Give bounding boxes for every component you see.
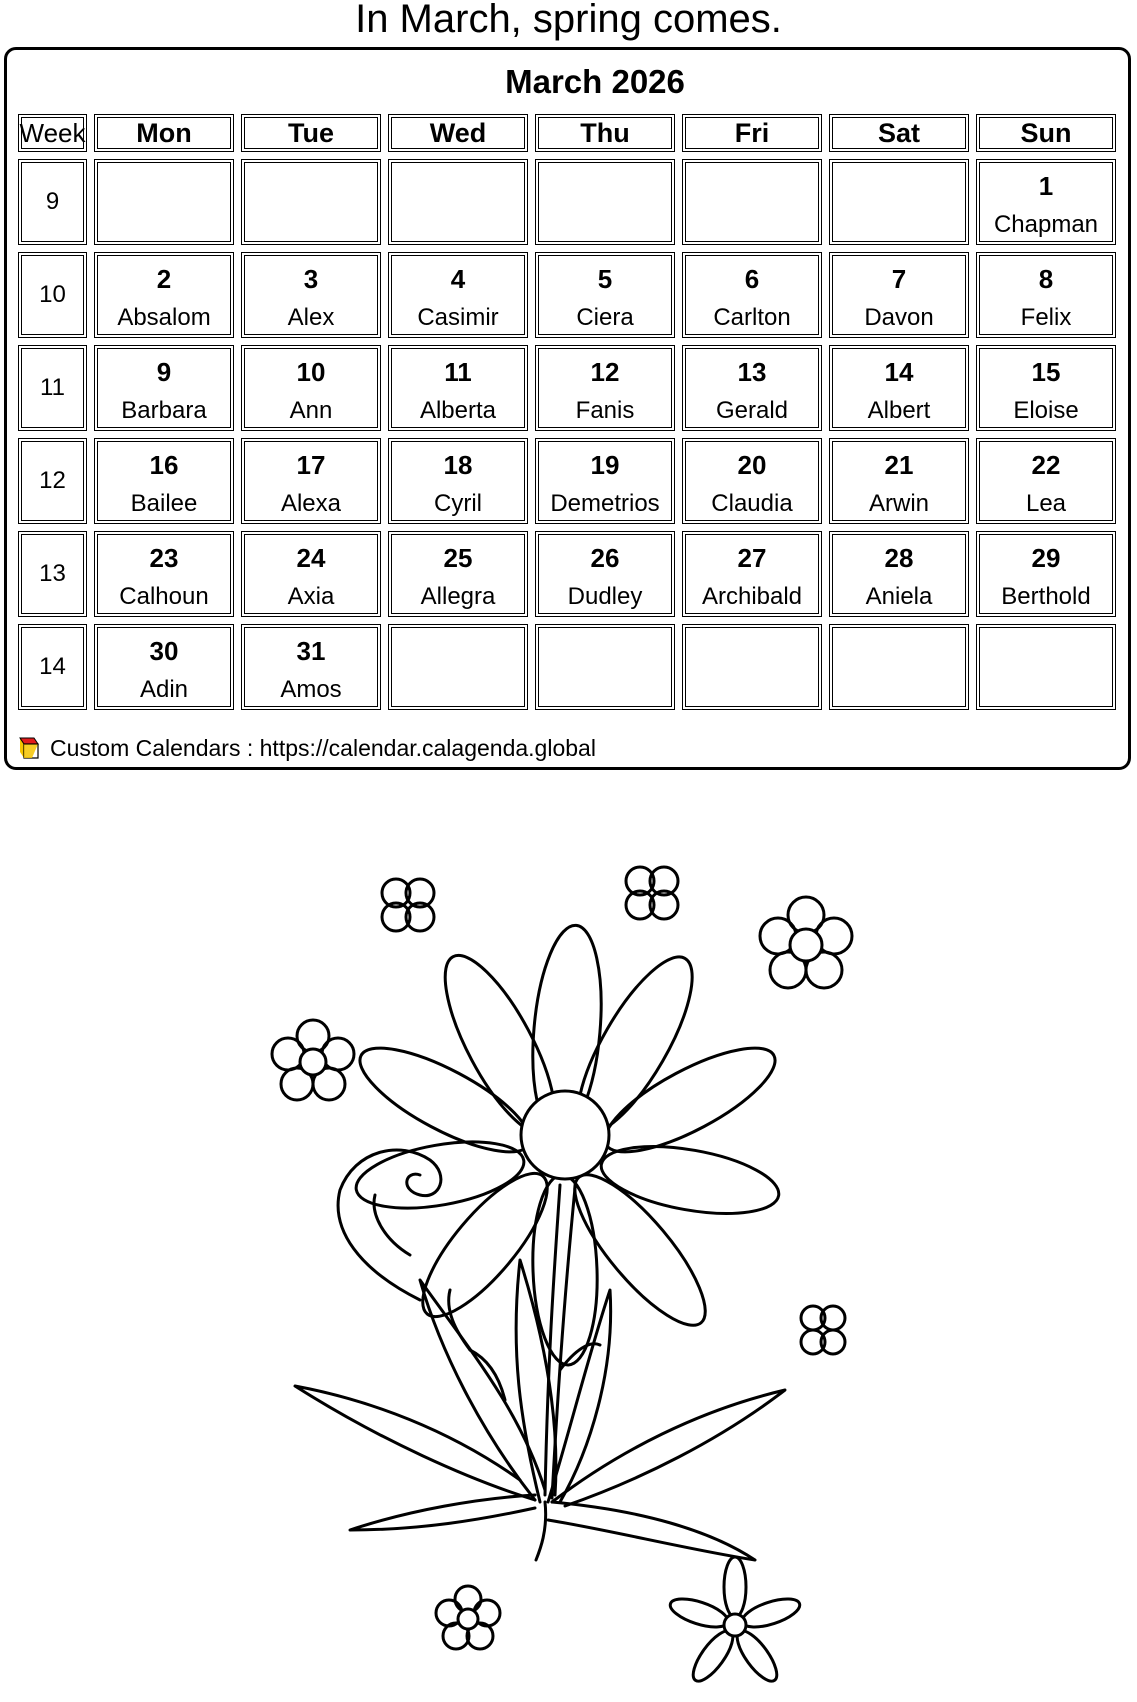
name-day: Ciera [576, 304, 634, 331]
day-cell-sun [976, 438, 1116, 524]
week-number: 9 [45, 188, 60, 215]
day-cell-sat [829, 438, 969, 524]
day-number: 30 [149, 636, 179, 666]
day-number: 6 [744, 264, 760, 294]
day-number: 9 [156, 357, 172, 387]
day-number: 31 [296, 636, 326, 666]
week-row [18, 438, 1120, 524]
day-number: 5 [597, 264, 613, 294]
day-cell-sat [829, 252, 969, 338]
day-cell-sun [976, 531, 1116, 617]
big-flower-drawing [347, 923, 788, 1367]
day-number: 13 [737, 357, 767, 387]
day-cell-fri [682, 531, 822, 617]
week-number-cell [18, 624, 87, 710]
week-number: 12 [39, 467, 66, 494]
spring-flower-coloring-drawing [0, 790, 1137, 1702]
day-cell-tue [241, 438, 381, 524]
day-number: 24 [296, 543, 326, 573]
empty-day-cell [535, 159, 675, 245]
name-day: Archibald [701, 583, 803, 610]
day-cell-sun [976, 159, 1116, 245]
day-cell-mon [94, 624, 234, 710]
calendar-grid [18, 114, 1120, 717]
name-day: Allegra [420, 583, 496, 610]
leaves-drawing [295, 1260, 785, 1560]
day-number: 18 [443, 450, 473, 480]
day-cell-thu [535, 531, 675, 617]
week-number-cell [18, 345, 87, 431]
week-number: 14 [39, 653, 66, 680]
empty-day-cell [388, 159, 528, 245]
day-cell-tue [241, 624, 381, 710]
weekday-header-sat: Sat [829, 114, 969, 152]
week-row [18, 531, 1120, 617]
empty-day-cell [535, 624, 675, 710]
day-cell-fri [682, 345, 822, 431]
name-day: Fanis [575, 397, 635, 424]
day-cell-tue [241, 252, 381, 338]
name-day: Axia [287, 583, 335, 610]
name-day: Felix [1020, 304, 1072, 331]
week-row [18, 345, 1120, 431]
name-day: Adin [139, 676, 189, 703]
day-number: 10 [296, 357, 326, 387]
day-cell-sat [829, 345, 969, 431]
day-number: 19 [590, 450, 620, 480]
day-number: 20 [737, 450, 767, 480]
day-cell-thu [535, 438, 675, 524]
day-cell-sun [976, 345, 1116, 431]
day-cell-tue [241, 531, 381, 617]
calendar-logo-icon [18, 736, 40, 760]
weekday-header-fri: Fri [682, 114, 822, 152]
week-number: 10 [39, 281, 66, 308]
week-rows [18, 159, 1120, 710]
day-cell-mon [94, 252, 234, 338]
empty-day-cell [388, 624, 528, 710]
name-day: Claudia [711, 490, 793, 517]
stem-drawing [545, 1185, 560, 1495]
week-row [18, 252, 1120, 338]
day-number: 27 [737, 543, 767, 573]
weekday-header-thu: Thu [535, 114, 675, 152]
name-day: Absalom [117, 304, 211, 331]
day-cell-fri [682, 438, 822, 524]
week-row [18, 624, 1120, 710]
name-day: Alex [287, 304, 335, 331]
name-day: Casimir [417, 304, 499, 331]
day-number: 1 [1038, 171, 1054, 201]
day-number: 16 [149, 450, 179, 480]
name-day: Carlton [713, 304, 791, 331]
day-number: 2 [156, 264, 172, 294]
weekday-header-mon: Mon [94, 114, 234, 152]
day-cell-wed [388, 252, 528, 338]
name-day: Arwin [868, 490, 929, 517]
week-number-cell [18, 252, 87, 338]
day-number: 14 [884, 357, 914, 387]
name-day: Calhoun [119, 583, 209, 610]
empty-day-cell [829, 159, 969, 245]
day-cell-mon [94, 345, 234, 431]
day-cell-thu [535, 252, 675, 338]
name-day: Alexa [280, 490, 342, 517]
day-number: 7 [891, 264, 907, 294]
day-number: 21 [884, 450, 914, 480]
day-number: 11 [444, 357, 472, 387]
name-day: Ann [289, 397, 333, 424]
empty-day-cell [682, 159, 822, 245]
day-number: 12 [590, 357, 620, 387]
weekday-header-row [18, 114, 1120, 152]
day-number: 26 [590, 543, 620, 573]
curl-leaf-drawing [338, 1150, 441, 1300]
empty-day-cell [976, 624, 1116, 710]
name-day: Albert [867, 397, 931, 424]
day-cell-wed [388, 438, 528, 524]
name-day: Cyril [434, 490, 482, 517]
empty-day-cell [829, 624, 969, 710]
day-cell-tue [241, 345, 381, 431]
day-number: 22 [1031, 450, 1061, 480]
name-day: Alberta [419, 397, 497, 424]
day-number: 17 [296, 450, 326, 480]
name-day: Demetrios [550, 490, 660, 517]
day-cell-wed [388, 531, 528, 617]
day-number: 3 [303, 264, 319, 294]
day-number: 15 [1031, 357, 1061, 387]
calendar-title: March 2026 [505, 63, 685, 100]
day-number: 28 [884, 543, 914, 573]
week-number-cell [18, 438, 87, 524]
name-day: Eloise [1013, 397, 1079, 424]
day-number: 8 [1038, 264, 1054, 294]
name-day: Berthold [1001, 583, 1091, 610]
small-flowers-drawing [272, 867, 852, 1687]
weekday-header-tue: Tue [241, 114, 381, 152]
weekday-header-wed: Wed [388, 114, 528, 152]
name-day: Davon [864, 304, 934, 331]
name-day: Chapman [993, 211, 1099, 238]
day-number: 23 [149, 543, 179, 573]
name-day: Aniela [865, 583, 933, 610]
week-number-cell [18, 159, 87, 245]
name-day: Barbara [121, 397, 207, 424]
footer-text: Custom Calendars : https://calendar.calagenda.global [50, 734, 596, 761]
week-column-header: Week [18, 114, 87, 152]
name-day: Amos [280, 676, 342, 703]
week-number: 13 [39, 560, 66, 587]
name-day: Bailee [130, 490, 198, 517]
day-cell-wed [388, 345, 528, 431]
day-cell-thu [535, 345, 675, 431]
week-number: 11 [40, 374, 65, 401]
empty-day-cell [94, 159, 234, 245]
footer-credit [18, 733, 596, 763]
day-cell-sat [829, 531, 969, 617]
name-day: Gerald [715, 397, 789, 424]
day-number: 29 [1031, 543, 1061, 573]
name-day: Dudley [567, 583, 643, 610]
name-day: Lea [1025, 490, 1067, 517]
empty-day-cell [682, 624, 822, 710]
day-number: 4 [450, 264, 466, 294]
day-cell-fri [682, 252, 822, 338]
day-cell-mon [94, 438, 234, 524]
page-headline: In March, spring comes. [355, 0, 782, 41]
empty-day-cell [241, 159, 381, 245]
day-number: 25 [443, 543, 473, 573]
week-row [18, 159, 1120, 245]
week-number-cell [18, 531, 87, 617]
day-cell-sun [976, 252, 1116, 338]
day-cell-mon [94, 531, 234, 617]
weekday-header-sun: Sun [976, 114, 1116, 152]
